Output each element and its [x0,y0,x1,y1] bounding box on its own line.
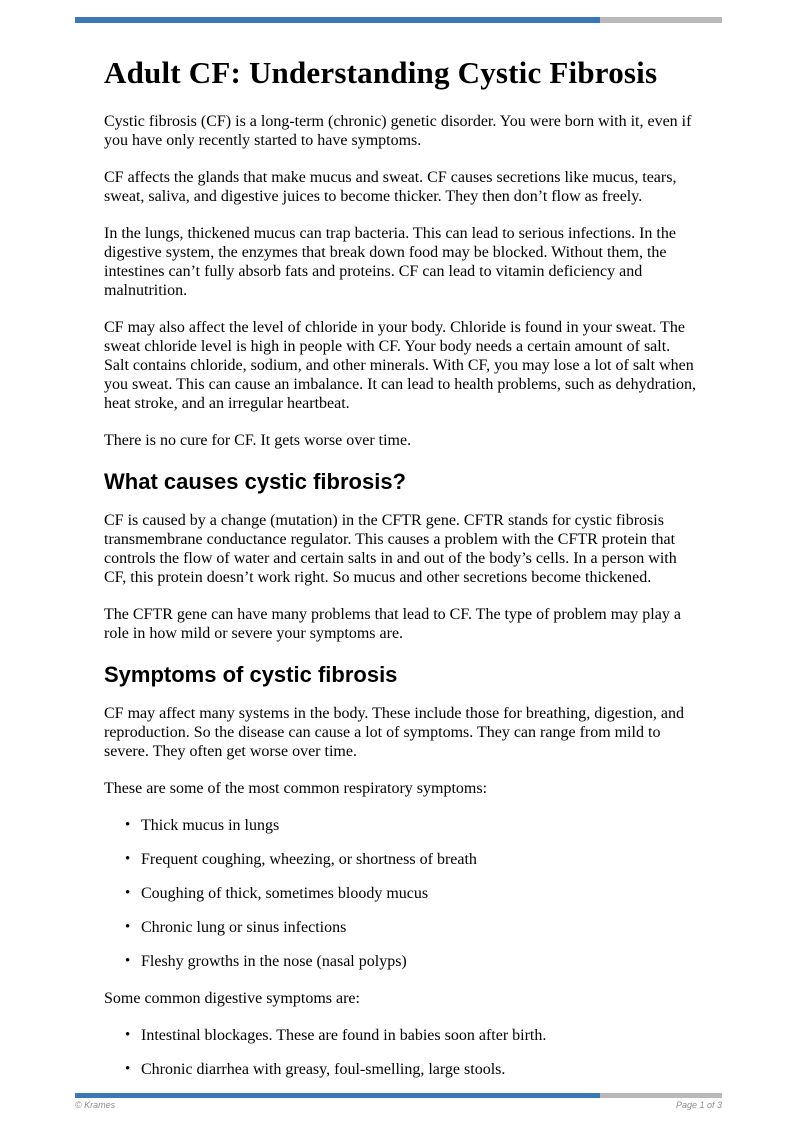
list-item-text: Fleshy growths in the nose (nasal polyps) [141,953,407,970]
list-item-text: Frequent coughing, wheezing, or shortness of breath [141,851,477,868]
causes-paragraph-2: The CFTR gene can have many problems that lead to CF. The type of problem may play a role in how mild or severe your symptoms are. [104,606,681,642]
bullet-icon: • [125,851,131,867]
bullet-icon: • [125,919,131,935]
page-footer [75,1100,722,1110]
list-item [104,918,697,937]
bullet-icon: • [125,817,131,833]
intro-paragraph-1: Cystic fibrosis (CF) is a long-term (chronic) genetic disorder. You were born with it, even if you have only recently started to have symptoms. [104,113,692,149]
symptoms-intro-respiratory: These are some of the most common respiratory symptoms: [104,780,488,797]
list-item-text: Chronic diarrhea with greasy, foul-smelling, large stools. [141,1061,506,1078]
footer-rule-blue-segment [75,1093,600,1098]
footer-rule-gray-segment [600,1093,722,1098]
list-item [104,1060,697,1079]
list-item [104,952,697,971]
page-number-label: Page 1 of 3 [675,1100,722,1110]
section-heading-causes: What causes cystic fibrosis? [104,469,406,494]
list-item-text: Intestinal blockages. These are found in babies soon after birth. [141,1027,547,1044]
footer-rule [75,1093,722,1098]
list-item-text: Thick mucus in lungs [141,817,280,834]
bullet-icon: • [125,885,131,901]
list-item [104,850,697,869]
symptoms-paragraph-1: CF may affect many systems in the body. These include those for breathing, digestion, and reproduction. So the disease can cause a lot of symptoms. They can range from mild to severe. They often get worse over time. [104,705,685,760]
section-heading-symptoms: Symptoms of cystic fibrosis [104,662,398,687]
bullet-icon: • [125,953,131,969]
list-item [104,1026,697,1045]
document-content [104,54,697,1097]
list-item-text: Coughing of thick, sometimes bloody mucus [141,885,429,902]
page-title: Adult CF: Understanding Cystic Fibrosis [104,55,658,90]
intro-paragraph-2: CF affects the glands that make mucus and sweat. CF causes secretions like mucus, tears, sweat, saliva, and digestive juices to become thicker. They then don’t flow as freely. [104,169,677,205]
intro-paragraph-3: In the lungs, thickened mucus can trap bacteria. This can lead to serious infections. In the digestive system, the enzymes that break down food may be blocked. Without them, the intestines can’t fully absorb fats and proteins. CF can lead to vitamin deficiency and malnutrition. [104,225,676,299]
top-rule-blue-segment [75,17,600,23]
list-item [104,816,697,835]
bullet-icon: • [125,1027,131,1043]
causes-paragraph-1: CF is caused by a change (mutation) in the CFTR gene. CFTR stands for cystic fibrosis transmembrane conductance regulator. This causes a problem with the CFTR protein that controls the flow of water and certain salts in and out of the body’s cells. In a person with CF, this protein doesn’t work right. So mucus and other secretions become thickened. [104,512,677,586]
copyright-label: © Krames [75,1100,116,1110]
digestive-symptoms-list [104,1026,697,1079]
intro-paragraph-4: CF may also affect the level of chloride in your body. Chloride is found in your sweat. The sweat chloride level is high in people with CF. Your body needs a certain amount of salt. Salt contains chloride, sodium, and other minerals. With CF, you may lose a lot of salt when you sweat. This can cause an imbalance. It can lead to health problems, such as dehydration, heat stroke, and an irregular heartbeat. [104,319,696,412]
bullet-icon: • [125,1061,131,1077]
list-item-text: Chronic lung or sinus infections [141,919,347,936]
top-rule [75,17,722,23]
symptoms-intro-digestive: Some common digestive symptoms are: [104,990,360,1007]
top-rule-gray-segment [600,17,722,23]
intro-paragraph-5: There is no cure for CF. It gets worse over time. [104,432,412,449]
respiratory-symptoms-list [104,816,697,971]
list-item [104,884,697,903]
